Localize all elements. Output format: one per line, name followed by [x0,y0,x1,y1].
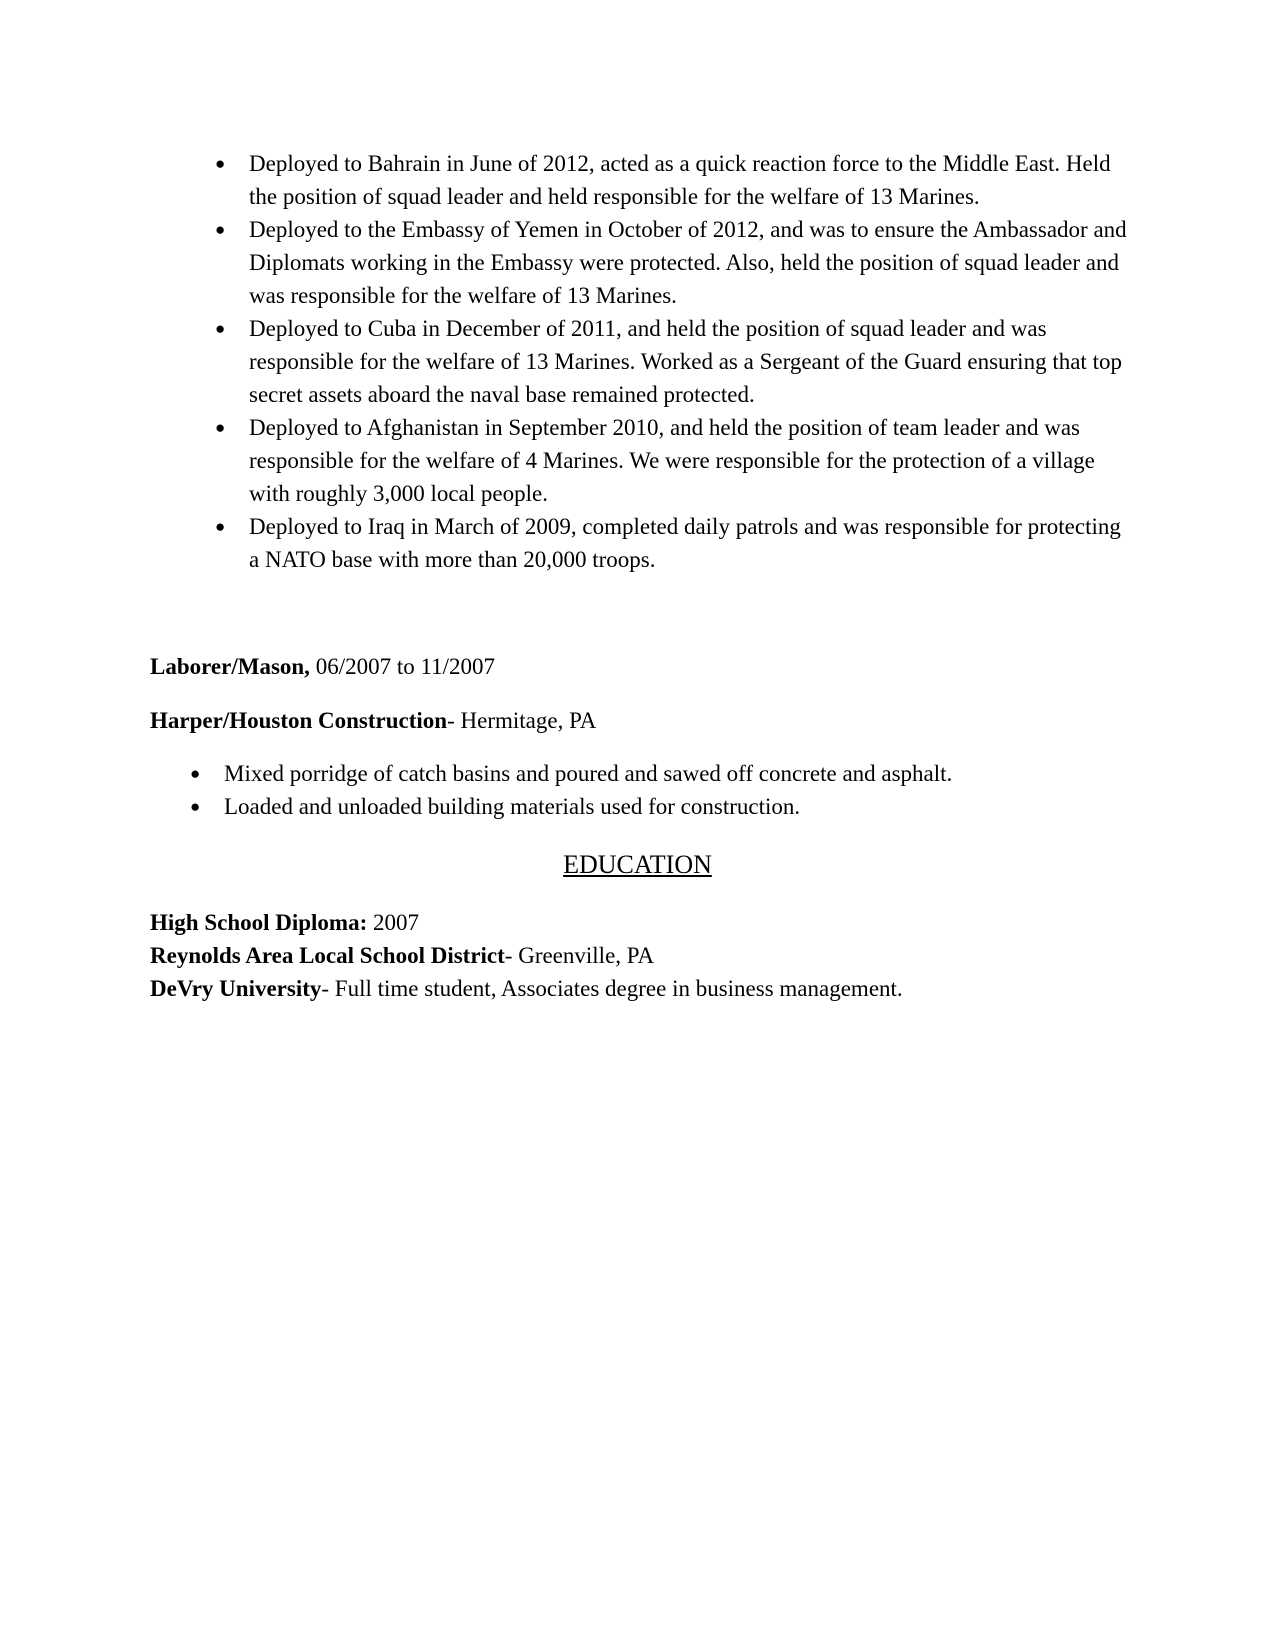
list-item [215,510,1129,576]
diploma-year: 2007 [367,910,420,935]
school-name: Reynolds Area Local School District [150,943,505,968]
deployment-text: Deployed to the Embassy of Yemen in October of 2012, and was to ensure the Ambassador and Diplomats working in the Embassy were protected. Also, held the position of squad leader and was responsible for the welfare of 13 Marines. [249,217,1127,308]
university-detail: - Full time student, Associates degree in business management. [321,976,903,1001]
deployment-text: Deployed to Bahrain in June of 2012, acted as a quick reaction force to the Middle East. Held the position of squad leader and held responsible for the welfare of 13 Marines. [249,151,1111,209]
duty-text: Loaded and unloaded building materials used for construction. [224,794,801,819]
list-item [215,213,1129,312]
bullet-icon: ● [215,517,226,536]
bullet-icon: ● [190,797,201,816]
list-item [215,147,1129,213]
duty-text: Mixed porridge of catch basins and poured and sawed off concrete and asphalt. [224,761,953,786]
deployment-text: Deployed to Iraq in March of 2009, completed daily patrols and was responsible for protecting a NATO base with more than 20,000 troops. [249,514,1121,572]
list-item [190,757,1124,790]
diploma-line [150,906,1150,939]
education-heading: EDUCATION [563,850,712,879]
job-title-line [150,650,495,683]
job-title: Laborer/Mason, [150,654,310,679]
diploma-label: High School Diploma: [150,910,368,935]
bullet-icon: ● [215,319,226,338]
education-details [150,906,1150,1005]
university-line [150,972,1150,1005]
job-duties-list [190,757,1124,823]
deployment-text: Deployed to Afghanistan in September 2010, and held the position of team leader and was responsible for the welfare of 4 Marines. We were responsible for the protection of a village with roughly 3,000 local people. [249,415,1095,506]
list-item [215,312,1129,411]
deployment-list [215,147,1129,576]
list-item [190,790,1124,823]
job-location: - Hermitage, PA [447,708,597,733]
job-company-line [150,704,596,737]
school-line [150,939,1150,972]
job-dates: 06/2007 to 11/2007 [309,654,496,679]
school-location: - Greenville, PA [504,943,655,968]
bullet-icon: ● [215,418,226,437]
bullet-icon: ● [215,154,226,173]
job-company: Harper/Houston Construction [150,708,448,733]
bullet-icon: ● [190,764,201,783]
bullet-icon: ● [215,220,226,239]
list-item [215,411,1129,510]
university-name: DeVry University [150,976,322,1001]
deployment-text: Deployed to Cuba in December of 2011, and held the position of squad leader and was responsible for the welfare of 13 Marines. Worked as a Sergeant of the Guard ensuring that top secret assets aboard the naval base remained protected. [249,316,1122,407]
